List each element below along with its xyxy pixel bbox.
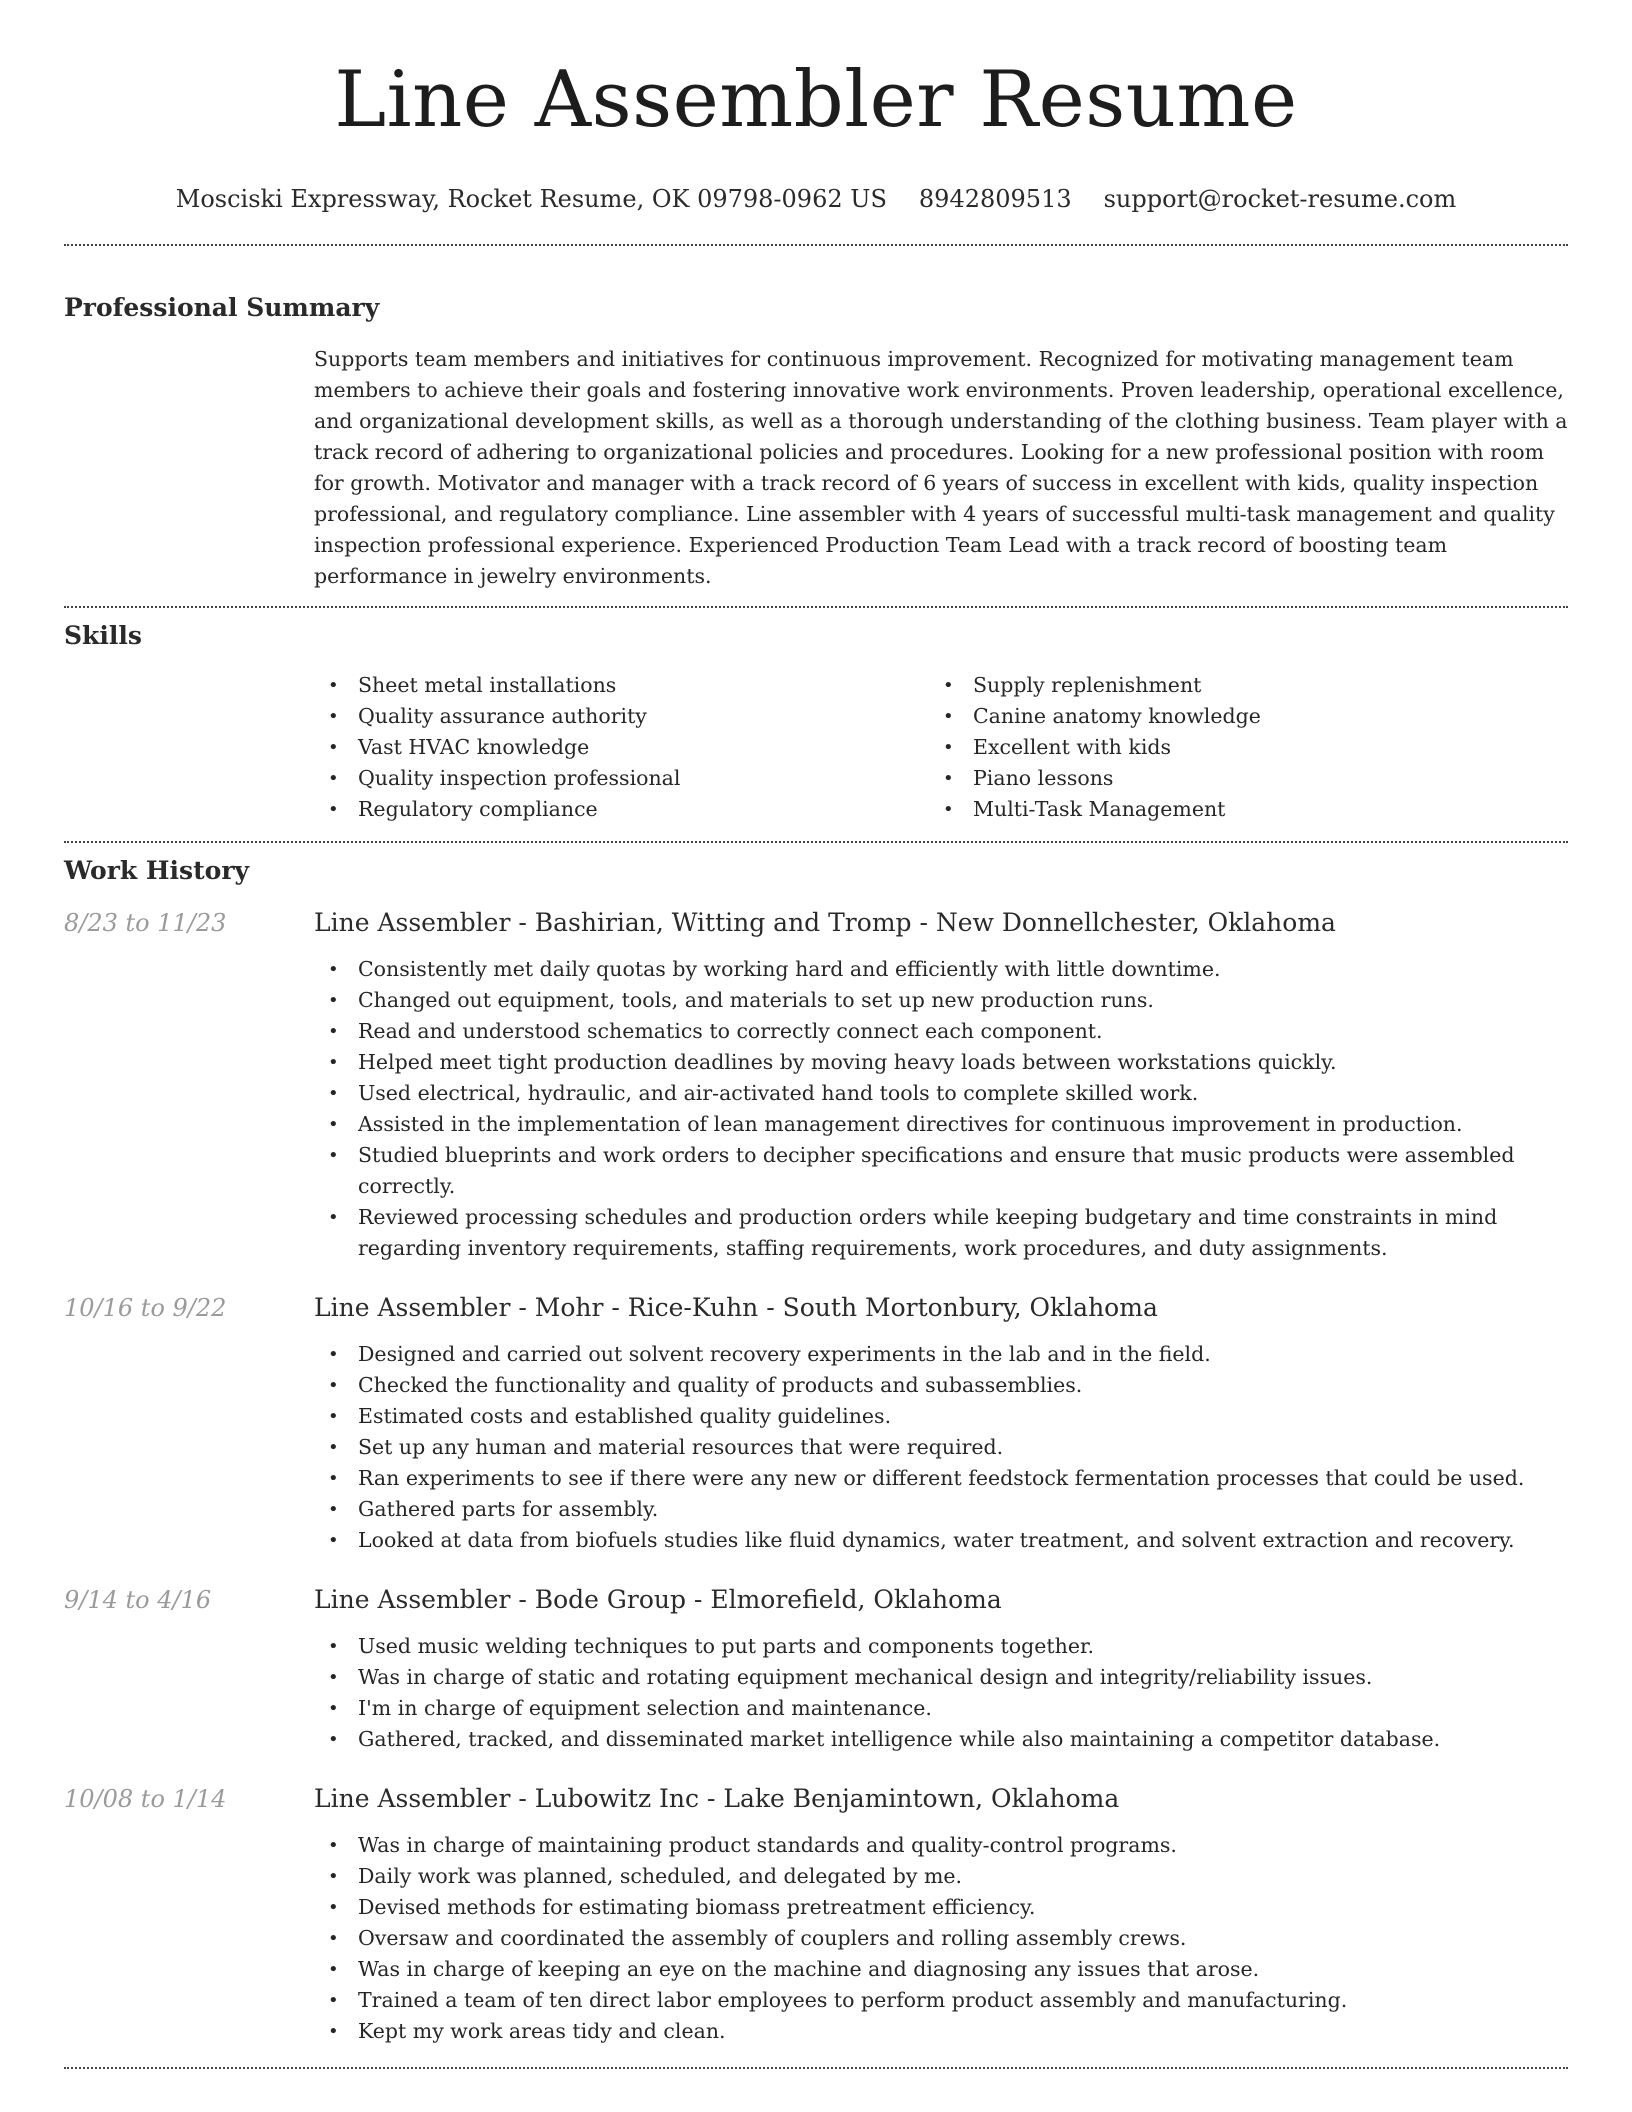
- job-bullet: • Trained a team of ten direct labor employees to perform product assembly and manufacturing.: [314, 1985, 1568, 2016]
- job-body: [314, 1584, 1568, 1755]
- job-bullet: • Was in charge of static and rotating equipment mechanical design and integrity/reliability issues.: [314, 1662, 1568, 1693]
- job-body: [314, 1783, 1568, 2047]
- job-bullet: • Estimated costs and established quality guidelines.: [314, 1401, 1568, 1432]
- skills-right-list: [929, 670, 1544, 825]
- resume-title: Line Assembler Resume: [334, 55, 1298, 145]
- job-entry: [64, 907, 1568, 1264]
- contact-email: support@rocket-resume.com: [1103, 185, 1457, 213]
- job-heading: Line Assembler - Bashirian, Witting and Tromp - New Donnellchester, Oklahoma: [314, 908, 1336, 937]
- summary-heading: Professional Summary: [64, 293, 380, 322]
- job-dates: 10/08 to 1/14: [64, 1785, 227, 1813]
- skill-item: • Quality assurance authority: [314, 701, 929, 732]
- skill-item: • Sheet metal installations: [314, 670, 929, 701]
- job-bullet: • Daily work was planned, scheduled, and delegated by me.: [314, 1861, 1568, 1892]
- job-bullet: • Consistently met daily quotas by working hard and efficiently with little downtime.: [314, 954, 1568, 985]
- job-entry: [64, 1584, 1568, 1755]
- job-bullet: • Studied blueprints and work orders to decipher specifications and ensure that music products were assembled correctly.: [314, 1140, 1568, 1202]
- job-bullet: • Helped meet tight production deadlines by moving heavy loads between workstations quickly.: [314, 1047, 1568, 1078]
- skills-columns: [314, 670, 1568, 841]
- job-bullet: • Devised methods for estimating biomass pretreatment efficiency.: [314, 1892, 1568, 1923]
- work-heading: Work History: [64, 856, 250, 885]
- job-entry: [64, 1292, 1568, 1556]
- job-bullet: • Used electrical, hydraulic, and air-activated hand tools to complete skilled work.: [314, 1078, 1568, 1109]
- contact-address: Mosciski Expressway, Rocket Resume, OK 09798-0962 US: [175, 185, 887, 213]
- job-bullet: • Gathered, tracked, and disseminated market intelligence while also maintaining a competitor database.: [314, 1724, 1568, 1755]
- job-heading: Line Assembler - Bode Group - Elmorefield, Oklahoma: [314, 1585, 1002, 1614]
- job-bullet: • I'm in charge of equipment selection and maintenance.: [314, 1693, 1568, 1724]
- skill-item: • Quality inspection professional: [314, 763, 929, 794]
- skill-item: • Regulatory compliance: [314, 794, 929, 825]
- job-bullet: • Changed out equipment, tools, and materials to set up new production runs.: [314, 985, 1568, 1016]
- header-divider: [64, 244, 1568, 246]
- job-bullets: [314, 1631, 1568, 1755]
- job-body: [314, 1292, 1568, 1556]
- job-bullet: • Looked at data from biofuels studies like fluid dynamics, water treatment, and solvent extraction and recovery.: [314, 1525, 1568, 1556]
- skills-section: [64, 620, 1568, 841]
- job-heading: Line Assembler - Mohr - Rice-Kuhn - South Mortonbury, Oklahoma: [314, 1293, 1158, 1322]
- job-bullet: • Gathered parts for assembly.: [314, 1494, 1568, 1525]
- job-bullet: • Read and understood schematics to correctly connect each component.: [314, 1016, 1568, 1047]
- job-bullet: • Ran experiments to see if there were any new or different feedstock fermentation processes that could be used.: [314, 1463, 1568, 1494]
- job-body: [314, 907, 1568, 1264]
- job-bullet: • Oversaw and coordinated the assembly of couplers and rolling assembly crews.: [314, 1923, 1568, 1954]
- job-bullet: • Set up any human and material resources that were required.: [314, 1432, 1568, 1463]
- job-bullet: • Was in charge of keeping an eye on the machine and diagnosing any issues that arose.: [314, 1954, 1568, 1985]
- footer-divider: [64, 2067, 1568, 2069]
- job-bullet: • Used music welding techniques to put parts and components together.: [314, 1631, 1568, 1662]
- skill-item: • Vast HVAC knowledge: [314, 732, 929, 763]
- job-bullets: [314, 954, 1568, 1264]
- job-heading: Line Assembler - Lubowitz Inc - Lake Benjamintown, Oklahoma: [314, 1784, 1120, 1813]
- skill-item: • Supply replenishment: [929, 670, 1544, 701]
- skills-left-list: [314, 670, 929, 825]
- skill-item: • Canine anatomy knowledge: [929, 701, 1544, 732]
- summary-divider: [64, 606, 1568, 608]
- contact-line: [64, 184, 1568, 214]
- job-entry: [64, 1783, 1568, 2047]
- skills-heading: Skills: [64, 621, 142, 650]
- job-bullet: • Assisted in the implementation of lean management directives for continuous improvement in production.: [314, 1109, 1568, 1140]
- summary-text: Supports team members and initiatives for continuous improvement. Recognized for motivating management team members to achieve their goals and fostering innovative work environments. Proven leadership, operational excellence, and organizational development skills, as well as a thorough understanding of the clothing business. Team player with a track record of adhering to organizational policies and procedures. Looking for a new professional position with room for growth. Motivator and manager with a track record of 6 years of success in excellent with kids, quality inspection professional, and regulatory compliance. Line assembler with 4 years of successful multi-task management and quality inspection professional experience. Experienced Production Team Lead with a track record of boosting team performance in jewelry environments.: [314, 347, 1568, 588]
- job-dates: 10/16 to 9/22: [64, 1294, 227, 1322]
- job-bullet: • Designed and carried out solvent recovery experiments in the lab and in the field.: [314, 1339, 1568, 1370]
- job-bullet: • Checked the functionality and quality of products and subassemblies.: [314, 1370, 1568, 1401]
- work-section: [64, 855, 1568, 2047]
- skills-divider: [64, 841, 1568, 843]
- job-bullets: [314, 1830, 1568, 2047]
- summary-section: [64, 292, 1568, 606]
- skill-item: • Multi-Task Management: [929, 794, 1544, 825]
- job-bullet: • Was in charge of maintaining product standards and quality-control programs.: [314, 1830, 1568, 1861]
- job-bullet: • Kept my work areas tidy and clean.: [314, 2016, 1568, 2047]
- job-bullets: [314, 1339, 1568, 1556]
- contact-phone: 8942809513: [918, 185, 1072, 213]
- job-dates: 8/23 to 11/23: [64, 909, 227, 937]
- job-dates: 9/14 to 4/16: [64, 1586, 212, 1614]
- skill-item: • Excellent with kids: [929, 732, 1544, 763]
- job-bullet: • Reviewed processing schedules and production orders while keeping budgetary and time constraints in mind regarding inventory requirements, staffing requirements, work procedures, and duty assignments.: [314, 1202, 1568, 1264]
- skill-item: • Piano lessons: [929, 763, 1544, 794]
